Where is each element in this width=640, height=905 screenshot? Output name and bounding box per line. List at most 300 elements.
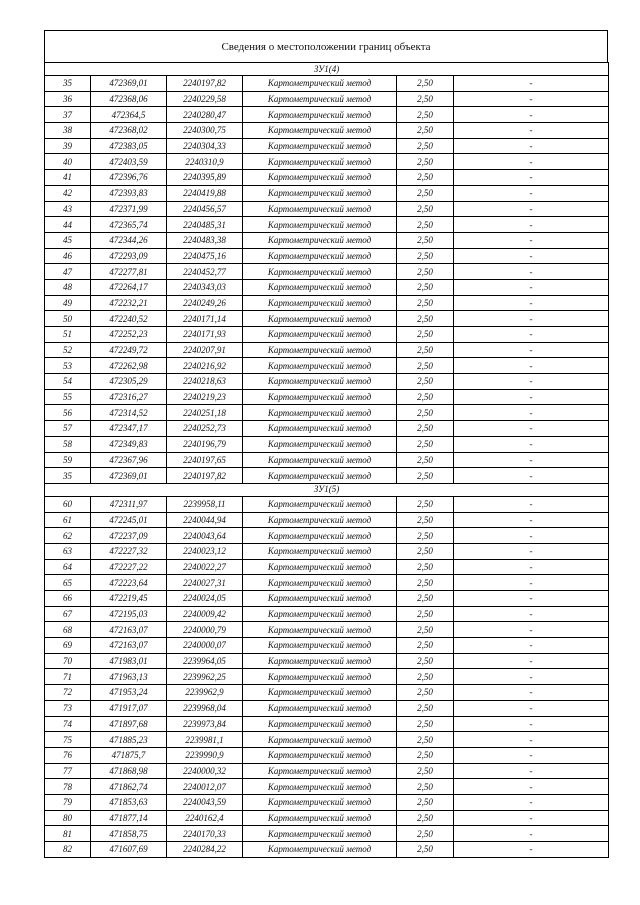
- accuracy: 2,50: [397, 747, 454, 763]
- point-number: 41: [45, 170, 91, 186]
- accuracy: 2,50: [397, 327, 454, 343]
- coordinate-y: 2239981,1: [167, 732, 243, 748]
- coordinate-x: 472396,76: [91, 170, 167, 186]
- accuracy: 2,50: [397, 732, 454, 748]
- table-row: [45, 405, 609, 421]
- point-number: 79: [45, 794, 91, 810]
- point-number: 57: [45, 421, 91, 437]
- coordinate-y: 2240229,58: [167, 91, 243, 107]
- description: -: [454, 653, 609, 669]
- coordinate-x: 471875,7: [91, 747, 167, 763]
- method: Картометрический метод: [243, 810, 397, 826]
- coordinate-x: 471853,63: [91, 794, 167, 810]
- accuracy: 2,50: [397, 591, 454, 607]
- coordinate-y: 2240475,16: [167, 248, 243, 264]
- coordinate-x: 472311,97: [91, 496, 167, 512]
- accuracy: 2,50: [397, 295, 454, 311]
- description: -: [454, 185, 609, 201]
- method: Картометрический метод: [243, 512, 397, 528]
- coordinate-y: 2240207,91: [167, 342, 243, 358]
- method: Картометрический метод: [243, 452, 397, 468]
- table-row: [45, 311, 609, 327]
- table-row: [45, 123, 609, 139]
- point-number: 59: [45, 452, 91, 468]
- method: Картометрический метод: [243, 496, 397, 512]
- coordinate-x: 471963,13: [91, 669, 167, 685]
- coordinate-y: 2240310,9: [167, 154, 243, 170]
- coordinate-y: 2240280,47: [167, 107, 243, 123]
- table-row: [45, 653, 609, 669]
- point-number: 35: [45, 76, 91, 92]
- point-number: 37: [45, 107, 91, 123]
- coordinate-x: 472262,98: [91, 358, 167, 374]
- coordinate-y: 2240251,18: [167, 405, 243, 421]
- coordinate-y: 2240197,65: [167, 452, 243, 468]
- point-number: 63: [45, 543, 91, 559]
- table-row: [45, 810, 609, 826]
- method: Картометрический метод: [243, 732, 397, 748]
- accuracy: 2,50: [397, 232, 454, 248]
- table-row: [45, 826, 609, 842]
- method: Картометрический метод: [243, 747, 397, 763]
- table-row: [45, 374, 609, 390]
- method: Картометрический метод: [243, 389, 397, 405]
- description: -: [454, 311, 609, 327]
- accuracy: 2,50: [397, 810, 454, 826]
- accuracy: 2,50: [397, 794, 454, 810]
- coordinate-y: 2240162,4: [167, 810, 243, 826]
- method: Картометрический метод: [243, 279, 397, 295]
- point-number: 40: [45, 154, 91, 170]
- description: -: [454, 389, 609, 405]
- table-row: [45, 543, 609, 559]
- coordinate-y: 2240218,63: [167, 374, 243, 390]
- table-row: [45, 685, 609, 701]
- section-header-row: [45, 483, 609, 496]
- description: -: [454, 468, 609, 484]
- point-number: 44: [45, 217, 91, 233]
- table-row: [45, 436, 609, 452]
- coordinate-x: 472240,52: [91, 311, 167, 327]
- coordinate-x: 472249,72: [91, 342, 167, 358]
- table-row: [45, 76, 609, 92]
- coordinate-y: 2240170,33: [167, 826, 243, 842]
- accuracy: 2,50: [397, 389, 454, 405]
- point-number: 54: [45, 374, 91, 390]
- table-row: [45, 716, 609, 732]
- coordinate-x: 471607,69: [91, 842, 167, 858]
- point-number: 53: [45, 358, 91, 374]
- description: -: [454, 107, 609, 123]
- description: -: [454, 606, 609, 622]
- method: Картометрический метод: [243, 826, 397, 842]
- coordinate-y: 2240343,03: [167, 279, 243, 295]
- point-number: 64: [45, 559, 91, 575]
- method: Картометрический метод: [243, 622, 397, 638]
- method: Картометрический метод: [243, 295, 397, 311]
- table-row: [45, 217, 609, 233]
- table-row: [45, 496, 609, 512]
- point-number: 74: [45, 716, 91, 732]
- method: Картометрический метод: [243, 421, 397, 437]
- accuracy: 2,50: [397, 559, 454, 575]
- coordinate-x: 471862,74: [91, 779, 167, 795]
- point-number: 65: [45, 575, 91, 591]
- accuracy: 2,50: [397, 468, 454, 484]
- point-number: 39: [45, 138, 91, 154]
- method: Картометрический метод: [243, 842, 397, 858]
- point-number: 73: [45, 700, 91, 716]
- method: Картометрический метод: [243, 436, 397, 452]
- coordinate-x: 472371,99: [91, 201, 167, 217]
- method: Картометрический метод: [243, 217, 397, 233]
- accuracy: 2,50: [397, 653, 454, 669]
- table-row: [45, 512, 609, 528]
- table-row: [45, 154, 609, 170]
- accuracy: 2,50: [397, 543, 454, 559]
- method: Картометрический метод: [243, 232, 397, 248]
- coordinate-y: 2240395,89: [167, 170, 243, 186]
- method: Картометрический метод: [243, 138, 397, 154]
- description: -: [454, 826, 609, 842]
- description: -: [454, 842, 609, 858]
- point-number: 77: [45, 763, 91, 779]
- description: -: [454, 747, 609, 763]
- accuracy: 2,50: [397, 342, 454, 358]
- description: -: [454, 779, 609, 795]
- table-row: [45, 107, 609, 123]
- accuracy: 2,50: [397, 842, 454, 858]
- table-row: [45, 575, 609, 591]
- table-row: [45, 669, 609, 685]
- coordinate-x: 472364,5: [91, 107, 167, 123]
- description: -: [454, 622, 609, 638]
- table-row: [45, 559, 609, 575]
- table-row: [45, 606, 609, 622]
- table-row: [45, 389, 609, 405]
- description: -: [454, 591, 609, 607]
- table-row: [45, 248, 609, 264]
- point-number: 48: [45, 279, 91, 295]
- description: -: [454, 528, 609, 544]
- table-row: [45, 452, 609, 468]
- method: Картометрический метод: [243, 653, 397, 669]
- method: Картометрический метод: [243, 606, 397, 622]
- description: -: [454, 374, 609, 390]
- section-label: ЗУ1(5): [45, 483, 609, 496]
- coordinate-x: 472349,83: [91, 436, 167, 452]
- coordinate-x: 472316,27: [91, 389, 167, 405]
- method: Картометрический метод: [243, 91, 397, 107]
- method: Картометрический метод: [243, 76, 397, 92]
- accuracy: 2,50: [397, 264, 454, 280]
- method: Картометрический метод: [243, 123, 397, 139]
- coordinate-y: 2239968,04: [167, 700, 243, 716]
- description: -: [454, 232, 609, 248]
- coordinate-x: 472365,74: [91, 217, 167, 233]
- coordinate-y: 2239962,25: [167, 669, 243, 685]
- point-number: 61: [45, 512, 91, 528]
- method: Картометрический метод: [243, 405, 397, 421]
- table-row: [45, 327, 609, 343]
- method: Картометрический метод: [243, 559, 397, 575]
- coordinate-x: 472347,17: [91, 421, 167, 437]
- table-row: [45, 842, 609, 858]
- table-row: [45, 170, 609, 186]
- method: Картометрический метод: [243, 327, 397, 343]
- point-number: 45: [45, 232, 91, 248]
- description: -: [454, 421, 609, 437]
- method: Картометрический метод: [243, 794, 397, 810]
- coordinate-x: 472393,83: [91, 185, 167, 201]
- accuracy: 2,50: [397, 528, 454, 544]
- coordinate-x: 472195,03: [91, 606, 167, 622]
- accuracy: 2,50: [397, 436, 454, 452]
- table-row: [45, 528, 609, 544]
- point-number: 82: [45, 842, 91, 858]
- coordinate-y: 2240219,23: [167, 389, 243, 405]
- point-number: 55: [45, 389, 91, 405]
- description: -: [454, 496, 609, 512]
- method: Картометрический метод: [243, 342, 397, 358]
- description: -: [454, 716, 609, 732]
- description: -: [454, 732, 609, 748]
- method: Картометрический метод: [243, 185, 397, 201]
- method: Картометрический метод: [243, 311, 397, 327]
- accuracy: 2,50: [397, 669, 454, 685]
- point-number: 49: [45, 295, 91, 311]
- table-row: [45, 138, 609, 154]
- point-number: 36: [45, 91, 91, 107]
- point-number: 52: [45, 342, 91, 358]
- coordinate-y: 2240304,33: [167, 138, 243, 154]
- method: Картометрический метод: [243, 716, 397, 732]
- coordinate-y: 2239973,84: [167, 716, 243, 732]
- coordinate-y: 2240171,93: [167, 327, 243, 343]
- coordinate-x: 472344,26: [91, 232, 167, 248]
- table-row: [45, 91, 609, 107]
- accuracy: 2,50: [397, 311, 454, 327]
- method: Картометрический метод: [243, 779, 397, 795]
- method: Картометрический метод: [243, 468, 397, 484]
- coordinate-y: 2240009,42: [167, 606, 243, 622]
- point-number: 43: [45, 201, 91, 217]
- coordinate-x: 472367,96: [91, 452, 167, 468]
- coordinate-y: 2240252,73: [167, 421, 243, 437]
- accuracy: 2,50: [397, 826, 454, 842]
- point-number: 46: [45, 248, 91, 264]
- point-number: 66: [45, 591, 91, 607]
- description: -: [454, 342, 609, 358]
- description: -: [454, 436, 609, 452]
- coordinate-x: 472232,21: [91, 295, 167, 311]
- accuracy: 2,50: [397, 123, 454, 139]
- coordinate-y: 2239990,9: [167, 747, 243, 763]
- accuracy: 2,50: [397, 107, 454, 123]
- coordinate-x: 472219,45: [91, 591, 167, 607]
- accuracy: 2,50: [397, 685, 454, 701]
- accuracy: 2,50: [397, 496, 454, 512]
- coordinate-y: 2240419,88: [167, 185, 243, 201]
- description: -: [454, 405, 609, 421]
- point-number: 80: [45, 810, 91, 826]
- coordinate-y: 2240171,14: [167, 311, 243, 327]
- point-number: 68: [45, 622, 91, 638]
- document-title: Сведения о местоположении границ объекта: [44, 30, 608, 62]
- coordinate-y: 2240452,77: [167, 264, 243, 280]
- coordinate-x: 471885,23: [91, 732, 167, 748]
- accuracy: 2,50: [397, 622, 454, 638]
- point-number: 35: [45, 468, 91, 484]
- coordinate-y: 2239962,9: [167, 685, 243, 701]
- description: -: [454, 700, 609, 716]
- table-row: [45, 279, 609, 295]
- point-number: 76: [45, 747, 91, 763]
- accuracy: 2,50: [397, 138, 454, 154]
- accuracy: 2,50: [397, 606, 454, 622]
- point-number: 71: [45, 669, 91, 685]
- description: -: [454, 685, 609, 701]
- coordinate-y: 2240027,31: [167, 575, 243, 591]
- description: -: [454, 559, 609, 575]
- coordinate-y: 2240485,31: [167, 217, 243, 233]
- coordinate-x: 472237,09: [91, 528, 167, 544]
- method: Картометрический метод: [243, 528, 397, 544]
- table-row: [45, 232, 609, 248]
- coordinate-x: 472245,01: [91, 512, 167, 528]
- coordinate-x: 472264,17: [91, 279, 167, 295]
- coordinate-x: 472227,22: [91, 559, 167, 575]
- description: -: [454, 452, 609, 468]
- accuracy: 2,50: [397, 248, 454, 264]
- table-row: [45, 763, 609, 779]
- description: -: [454, 76, 609, 92]
- coordinate-y: 2240044,94: [167, 512, 243, 528]
- coordinate-x: 472383,05: [91, 138, 167, 154]
- table-row: [45, 295, 609, 311]
- coordinate-x: 472277,81: [91, 264, 167, 280]
- point-number: 60: [45, 496, 91, 512]
- description: -: [454, 327, 609, 343]
- method: Картометрический метод: [243, 374, 397, 390]
- table-row: [45, 700, 609, 716]
- table-row: [45, 264, 609, 280]
- coordinate-x: 471917,07: [91, 700, 167, 716]
- description: -: [454, 669, 609, 685]
- point-number: 75: [45, 732, 91, 748]
- description: -: [454, 138, 609, 154]
- method: Картометрический метод: [243, 107, 397, 123]
- coordinate-x: 472227,32: [91, 543, 167, 559]
- point-number: 70: [45, 653, 91, 669]
- coordinate-y: 2240483,38: [167, 232, 243, 248]
- point-number: 42: [45, 185, 91, 201]
- coordinate-x: 472223,64: [91, 575, 167, 591]
- accuracy: 2,50: [397, 201, 454, 217]
- accuracy: 2,50: [397, 374, 454, 390]
- description: -: [454, 264, 609, 280]
- table-row: [45, 747, 609, 763]
- method: Картометрический метод: [243, 201, 397, 217]
- coordinate-y: 2240043,59: [167, 794, 243, 810]
- coordinate-y: 2240216,92: [167, 358, 243, 374]
- point-number: 69: [45, 638, 91, 654]
- method: Картометрический метод: [243, 575, 397, 591]
- coordinate-y: 2240196,79: [167, 436, 243, 452]
- coordinate-x: 472293,09: [91, 248, 167, 264]
- method: Картометрический метод: [243, 669, 397, 685]
- method: Картометрический метод: [243, 638, 397, 654]
- description: -: [454, 295, 609, 311]
- coordinate-x: 471858,75: [91, 826, 167, 842]
- description: -: [454, 794, 609, 810]
- section-header-row: [45, 63, 609, 76]
- point-number: 81: [45, 826, 91, 842]
- coordinate-y: 2240197,82: [167, 76, 243, 92]
- coordinate-y: 2240456,57: [167, 201, 243, 217]
- coordinate-x: 472314,52: [91, 405, 167, 421]
- coordinate-y: 2240249,26: [167, 295, 243, 311]
- description: -: [454, 170, 609, 186]
- coordinate-y: 2240197,82: [167, 468, 243, 484]
- method: Картометрический метод: [243, 248, 397, 264]
- description: -: [454, 543, 609, 559]
- point-number: 56: [45, 405, 91, 421]
- accuracy: 2,50: [397, 512, 454, 528]
- coordinate-y: 2240024,05: [167, 591, 243, 607]
- method: Картометрический метод: [243, 763, 397, 779]
- point-number: 72: [45, 685, 91, 701]
- table-row: [45, 794, 609, 810]
- method: Картометрический метод: [243, 591, 397, 607]
- method: Картометрический метод: [243, 543, 397, 559]
- coordinate-x: 472252,23: [91, 327, 167, 343]
- description: -: [454, 248, 609, 264]
- point-number: 47: [45, 264, 91, 280]
- coordinate-y: 2240043,64: [167, 528, 243, 544]
- method: Картометрический метод: [243, 358, 397, 374]
- coordinate-x: 472163,07: [91, 638, 167, 654]
- accuracy: 2,50: [397, 575, 454, 591]
- accuracy: 2,50: [397, 716, 454, 732]
- description: -: [454, 201, 609, 217]
- coordinate-y: 2240300,75: [167, 123, 243, 139]
- point-number: 58: [45, 436, 91, 452]
- coordinate-y: 2240000,79: [167, 622, 243, 638]
- coordinate-x: 472163,07: [91, 622, 167, 638]
- accuracy: 2,50: [397, 358, 454, 374]
- description: -: [454, 279, 609, 295]
- table-row: [45, 358, 609, 374]
- coordinate-x: 471897,68: [91, 716, 167, 732]
- coordinate-x: 472368,02: [91, 123, 167, 139]
- accuracy: 2,50: [397, 217, 454, 233]
- accuracy: 2,50: [397, 279, 454, 295]
- point-number: 67: [45, 606, 91, 622]
- method: Картометрический метод: [243, 154, 397, 170]
- description: -: [454, 91, 609, 107]
- description: -: [454, 638, 609, 654]
- accuracy: 2,50: [397, 779, 454, 795]
- point-number: 50: [45, 311, 91, 327]
- coordinate-y: 2240012,07: [167, 779, 243, 795]
- coordinate-y: 2240000,07: [167, 638, 243, 654]
- accuracy: 2,50: [397, 185, 454, 201]
- table-row: [45, 421, 609, 437]
- description: -: [454, 358, 609, 374]
- table-row: [45, 468, 609, 484]
- coordinate-x: 472305,29: [91, 374, 167, 390]
